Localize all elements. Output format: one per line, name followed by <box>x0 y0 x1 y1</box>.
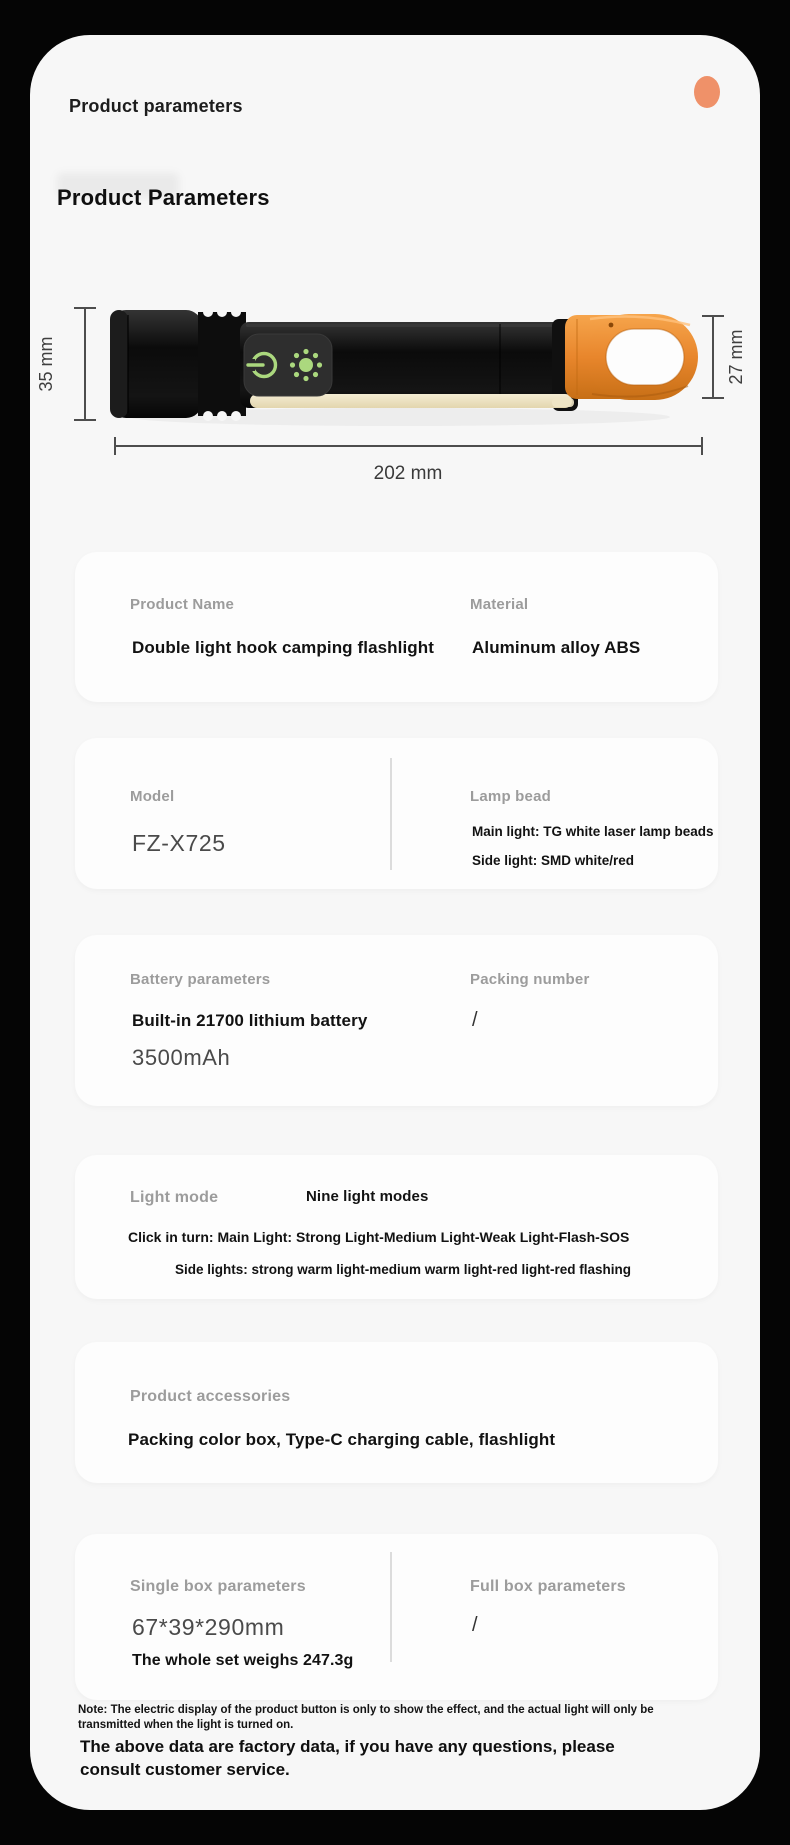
spec-value: FZ-X725 <box>132 830 226 856</box>
disclaimer: The above data are factory data, if you have any questions, please consult customer service. <box>80 1737 615 1779</box>
spec-value: / <box>472 1009 478 1031</box>
spec-value: 3500mAh <box>132 1045 231 1070</box>
flashlight-diagram <box>30 295 760 545</box>
spec-label: Battery parameters <box>130 971 271 988</box>
spec-label: Material <box>470 596 529 613</box>
spec-label: Product Name <box>130 596 235 613</box>
spec-card-product-name-material <box>75 552 718 702</box>
section-title: Product Parameters <box>57 185 270 210</box>
dim-label-head-height: 35 mm <box>36 336 56 392</box>
product-sheet <box>30 35 760 1810</box>
clip-hole <box>606 329 684 385</box>
spec-value: Packing color box, Type-C charging cable, flashlight <box>128 1430 556 1449</box>
spec-value: Built-in 21700 lithium battery <box>132 1011 368 1030</box>
spec-card-battery-packing <box>75 935 718 1106</box>
flashlight-head <box>110 310 202 418</box>
spec-value: Aluminum alloy ABS <box>472 638 641 657</box>
flashlight-figure <box>30 295 760 545</box>
spec-value: / <box>472 1614 478 1636</box>
footnote: Note: The electric display of the product button is only to show the effect, and the actual light will only be transmitted when the light is turned on. <box>78 1704 654 1731</box>
page-title: Product parameters <box>69 96 243 116</box>
accent-dot-icon <box>694 76 720 108</box>
spec-card-model-lampbead <box>75 738 718 889</box>
spec-value: The whole set weighs 247.3g <box>132 1652 354 1669</box>
spec-label: Packing number <box>470 971 590 988</box>
spec-label: Product accessories <box>130 1388 291 1405</box>
flashlight-neck-ridges <box>198 307 246 421</box>
spec-value: Side lights: strong warm light-medium warm light-red light-red flashing <box>175 1262 632 1277</box>
spec-card-accessories <box>75 1342 718 1483</box>
dim-length <box>115 437 702 455</box>
column-divider <box>390 1552 392 1662</box>
spec-value: Main light: TG white laser lamp beads <box>472 824 714 839</box>
column-divider <box>390 758 392 870</box>
dim-clip-height <box>702 316 724 398</box>
dim-label-clip-height: 27 mm <box>726 329 746 385</box>
spec-label: Single box parameters <box>130 1578 306 1595</box>
spec-label: Model <box>130 788 175 805</box>
carabiner-clip <box>565 314 698 400</box>
spec-label: Light mode <box>130 1189 219 1206</box>
spec-card-light-mode <box>75 1155 718 1299</box>
light-mode-icon <box>290 349 322 381</box>
dim-label-length: 202 mm <box>373 463 443 484</box>
side-light-strip-tail <box>552 398 574 407</box>
spec-label: Lamp bead <box>470 788 551 805</box>
spec-value: Double light hook camping flashlight <box>132 638 435 657</box>
spec-value: Click in turn: Main Light: Strong Light-Medium Light-Weak Light-Flash-SOS <box>128 1229 630 1245</box>
spec-value: Nine light modes <box>306 1188 429 1205</box>
spec-value: Side light: SMD white/red <box>472 853 635 868</box>
dim-head-height <box>74 308 96 420</box>
spec-label: Full box parameters <box>470 1578 626 1595</box>
spec-card-box-parameters <box>75 1534 718 1700</box>
spec-value: 67*39*290mm <box>132 1614 285 1640</box>
